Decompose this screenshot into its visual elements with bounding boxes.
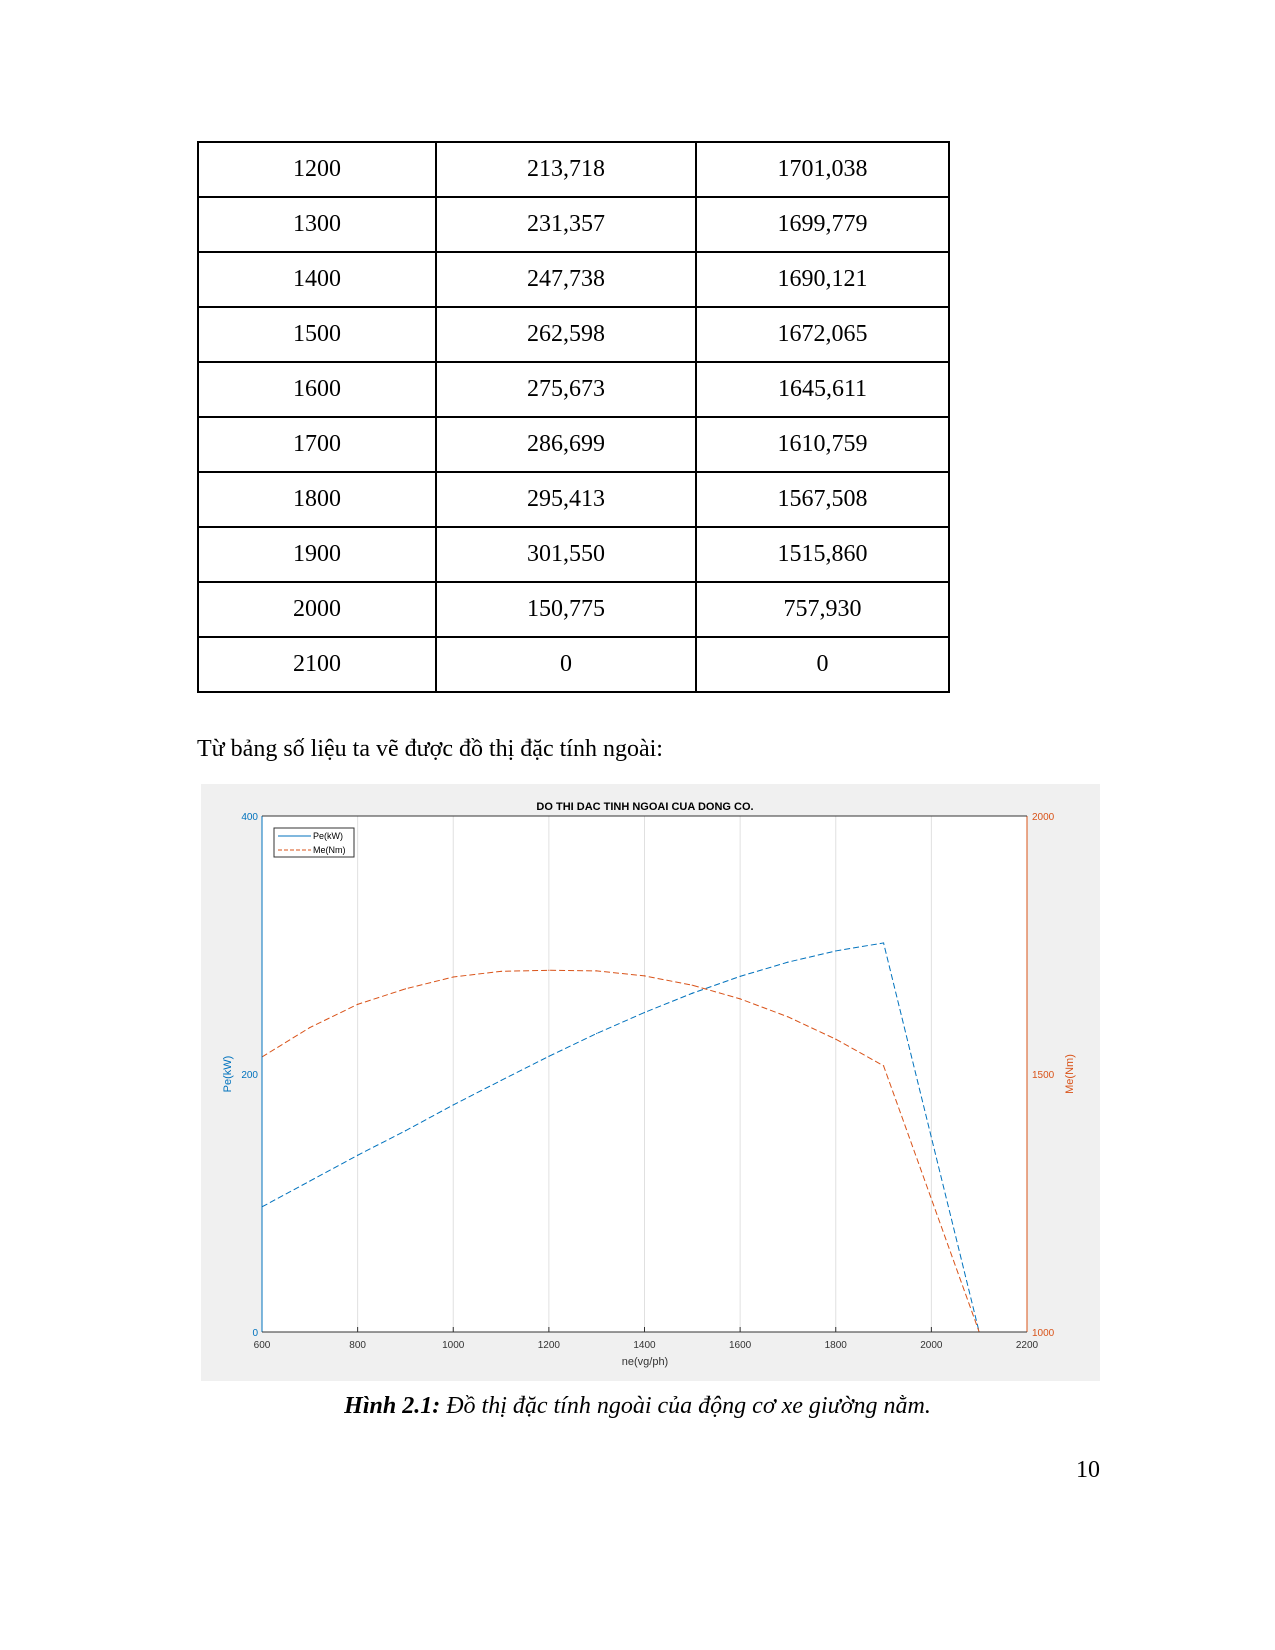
table-cell: 757,930: [696, 582, 949, 637]
figure-caption: [0, 1393, 1275, 1420]
table-row: [198, 637, 949, 692]
y-left-tick-label: 200: [241, 1070, 258, 1081]
x-axis-label: ne(vg/ph): [621, 1356, 669, 1368]
table-cell: 0: [436, 637, 696, 692]
caption-text: Đồ thị đặc tính ngoài của động cơ xe giường nằm.: [440, 1393, 931, 1419]
x-tick-label: 1200: [537, 1340, 560, 1351]
data-table: [197, 141, 950, 693]
table-row: [198, 142, 949, 197]
legend-me-label: Me(Nm): [313, 845, 346, 855]
data-point-me: [692, 985, 693, 986]
table-cell: 1400: [198, 252, 436, 307]
table-cell: 1600: [198, 362, 436, 417]
table-cell: 213,718: [436, 142, 696, 197]
data-point-pe: [357, 1155, 358, 1156]
data-point-me: [500, 971, 501, 972]
table-cell: 286,699: [436, 417, 696, 472]
table-cell: 247,738: [436, 252, 696, 307]
data-point-me: [405, 988, 406, 989]
x-tick-label: 1600: [729, 1340, 752, 1351]
data-point-me: [548, 970, 549, 971]
data-point-pe: [548, 1056, 549, 1057]
data-point-me: [357, 1004, 358, 1005]
chart-title: DO THI DAC TINH NGOAI CUA DONG CO.: [536, 801, 754, 813]
y-left-tick-label: 400: [241, 812, 258, 823]
table-cell: 1300: [198, 197, 436, 252]
x-tick-label: 800: [349, 1340, 366, 1351]
table-cell: 295,413: [436, 472, 696, 527]
table-cell: 1900: [198, 527, 436, 582]
data-point-me: [309, 1027, 310, 1028]
table-cell: 1515,860: [696, 527, 949, 582]
table-row: [198, 582, 949, 637]
data-point-pe: [405, 1130, 406, 1131]
table-cell: 1200: [198, 142, 436, 197]
table-cell: 1645,611: [696, 362, 949, 417]
y-left-label: Pe(kW): [222, 1055, 234, 1093]
page-number: 10: [1076, 1457, 1100, 1483]
table-cell: 231,357: [436, 197, 696, 252]
legend: [274, 828, 354, 857]
data-point-pe: [787, 962, 788, 963]
table-cell: 0: [696, 637, 949, 692]
data-point-me: [596, 970, 597, 971]
data-point-me: [883, 1065, 884, 1066]
data-point-pe: [835, 950, 836, 951]
intro-text: Từ bảng số liệu ta vẽ được đồ thị đặc tính ngoài:: [197, 736, 663, 762]
x-tick-label: 2200: [1015, 1340, 1039, 1351]
data-point-pe: [883, 942, 884, 943]
legend-pe-label: Pe(kW): [313, 831, 343, 841]
x-tick-label: 600: [253, 1340, 271, 1351]
table-cell: 301,550: [436, 527, 696, 582]
table-cell: 2000: [198, 582, 436, 637]
table-cell: 1567,508: [696, 472, 949, 527]
table-row: [198, 417, 949, 472]
data-point-me: [453, 976, 454, 977]
table-row: [198, 472, 949, 527]
data-point-me: [835, 1039, 836, 1040]
table-row: [198, 362, 949, 417]
table-cell: 275,673: [436, 362, 696, 417]
data-point-pe: [596, 1033, 597, 1034]
table-cell: 1610,759: [696, 417, 949, 472]
y-left-tick-label: 0: [252, 1328, 258, 1339]
y-right-tick-label: 2000: [1032, 812, 1055, 823]
table-cell: 1690,121: [696, 252, 949, 307]
table-row: [198, 527, 949, 582]
table-row: [198, 252, 949, 307]
table-cell: 1701,038: [696, 142, 949, 197]
x-tick-label: 1800: [824, 1340, 847, 1351]
table-cell: 2100: [198, 637, 436, 692]
data-point-me: [644, 975, 645, 976]
y-right-label: Me(Nm): [1064, 1054, 1076, 1094]
chart-figure: [201, 784, 1100, 1381]
chart-svg: [201, 784, 1100, 1381]
y-right-tick-label: 1500: [1032, 1070, 1055, 1081]
data-point-me: [787, 1016, 788, 1017]
data-point-pe: [453, 1104, 454, 1105]
table-cell: 1699,779: [696, 197, 949, 252]
caption-label: Hình 2.1:: [344, 1393, 441, 1419]
table-row: [198, 197, 949, 252]
table-cell: 1700: [198, 417, 436, 472]
data-point-pe: [309, 1180, 310, 1181]
table-cell: 1672,065: [696, 307, 949, 362]
data-point-pe: [692, 993, 693, 994]
table-cell: 1500: [198, 307, 436, 362]
x-tick-label: 1000: [442, 1340, 465, 1351]
y-right-tick-label: 1000: [1032, 1328, 1055, 1339]
data-point-me: [740, 998, 741, 999]
table-cell: 262,598: [436, 307, 696, 362]
table-cell: 1800: [198, 472, 436, 527]
x-tick-label: 2000: [920, 1340, 943, 1351]
data-point-pe: [644, 1012, 645, 1013]
data-point-pe: [740, 976, 741, 977]
x-tick-label: 1400: [633, 1340, 656, 1351]
table-row: [198, 307, 949, 362]
table-cell: 150,775: [436, 582, 696, 637]
data-point-pe: [500, 1080, 501, 1081]
